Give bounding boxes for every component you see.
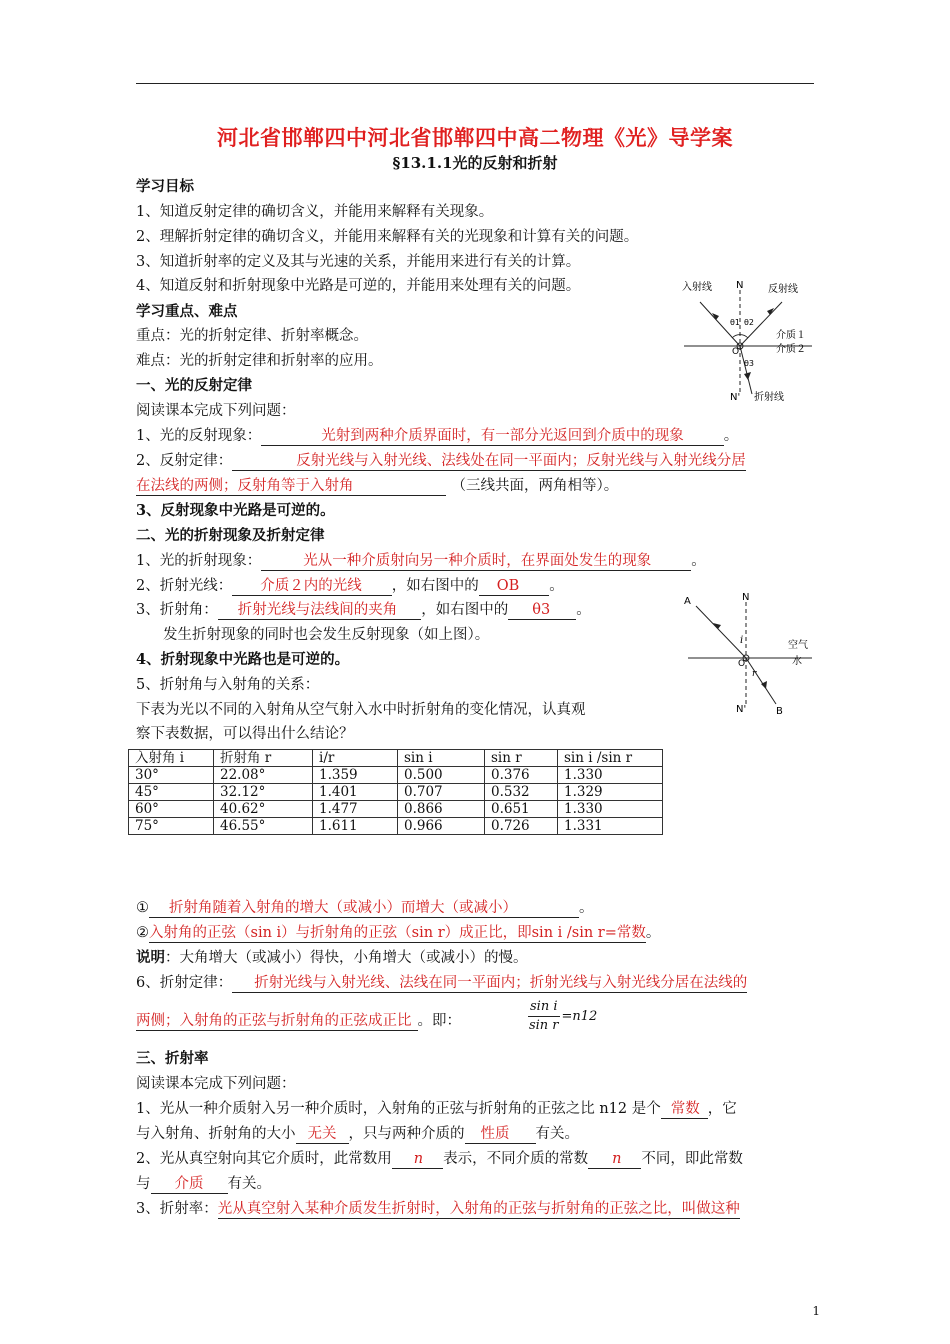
answer-blank <box>136 478 446 496</box>
table-cell: 1.401 <box>313 784 398 801</box>
answer-blank <box>218 602 422 620</box>
table-cell: 0.500 <box>398 767 485 784</box>
table-cell: 1.329 <box>558 784 663 801</box>
normal-bottom-label: N' <box>730 392 741 403</box>
text: ，它 <box>707 1101 737 1117</box>
table-cell: 22.08° <box>214 767 313 784</box>
answer-text: 性质 <box>480 1126 510 1142</box>
table-cell: 1.330 <box>558 767 663 784</box>
answer-text: 折射光线与法线间的夹角 <box>237 602 398 618</box>
table-cell: 0.707 <box>398 784 485 801</box>
reflection-refraction-diagram <box>672 276 822 406</box>
normal-bottom-label: N' <box>736 704 747 715</box>
table-row <box>129 818 663 835</box>
answer-blank <box>149 900 579 918</box>
focus-key: 重点：光的折射定律、折射率概念。 <box>136 328 368 344</box>
reflection-phenomenon <box>136 426 738 446</box>
punctuation: 。 <box>549 578 564 594</box>
formula-rhs: =n12 <box>561 1009 598 1024</box>
refracted-ray <box>136 576 564 596</box>
answer-blank <box>232 578 392 596</box>
medium2-label: 介质２ <box>776 344 806 355</box>
index-question-1 <box>136 1099 737 1119</box>
table-cell: 75° <box>129 818 214 835</box>
point-a-label: A <box>684 596 691 607</box>
refraction-note: 发生折射现象的同时也会发生反射现象（如上图）。 <box>163 627 490 643</box>
conclusion-label: ② <box>136 925 149 941</box>
reflection-reversible: 3、反射现象中光路是可逆的。 <box>136 502 335 519</box>
table-cell: 0.726 <box>485 818 558 835</box>
text: 有关。 <box>535 1126 579 1142</box>
table-header: sin i <box>398 750 485 767</box>
answer-text: 入射角的正弦（sin i）与折射角的正弦（sin r）成正比，即sin i /sin r=常数 <box>149 925 646 941</box>
question-label: 1、光的反射现象： <box>136 428 262 444</box>
table-cell: 60° <box>129 801 214 818</box>
answer-text: 折射角随着入射角的增大（或减小）而增大（或减小） <box>169 900 517 916</box>
text: 表示，不同介质的常数 <box>443 1151 589 1167</box>
table-cell: 1.611 <box>313 818 398 835</box>
table-cell: 32.12° <box>214 784 313 801</box>
section3-heading: 三、折射率 <box>136 1050 209 1067</box>
table-header: 入射角 i <box>129 750 214 767</box>
table-cell: 1.330 <box>558 801 663 818</box>
answer-blank <box>261 553 691 571</box>
answer-blank <box>218 1201 740 1219</box>
answer-blank <box>392 1151 443 1169</box>
table-row <box>129 784 663 801</box>
refracted-label: 折射线 <box>754 392 784 403</box>
table-cell: 1.359 <box>313 767 398 784</box>
text: ，如右图中的 <box>421 602 509 618</box>
water-label: 水 <box>792 656 802 667</box>
answer-blank <box>465 1126 536 1144</box>
air-label: 空气 <box>788 640 808 651</box>
answer-text: 常数 <box>670 1101 700 1117</box>
answer-blank <box>508 602 576 620</box>
answer-blank <box>479 578 550 596</box>
table-cell: 0.866 <box>398 801 485 818</box>
index-question-2 <box>136 1149 743 1169</box>
air-water-diagram <box>680 588 820 718</box>
origin-label: O <box>738 659 746 669</box>
punctuation: 。 <box>576 602 591 618</box>
angle-r-label: r <box>752 669 757 679</box>
section1-heading: 一、光的反射定律 <box>136 377 252 394</box>
table-cell: 0.966 <box>398 818 485 835</box>
reflection-law <box>136 451 746 471</box>
answer-text: OB <box>496 578 520 594</box>
normal-top-label: N <box>742 592 750 603</box>
answer-blank <box>588 1151 641 1169</box>
refraction-reversible: 4、折射现象中光路也是可逆的。 <box>136 651 350 668</box>
refraction-formula <box>528 998 597 1035</box>
answer-text: 介质 <box>174 1176 204 1192</box>
answer-blank <box>296 1126 349 1144</box>
table-cell: 46.55° <box>214 818 313 835</box>
table-cell: 0.532 <box>485 784 558 801</box>
focus-heading: 学习重点、难点 <box>136 303 238 320</box>
table-intro-2: 察下表数据，可以得出什么结论？ <box>136 726 354 742</box>
table-cell: 0.376 <box>485 767 558 784</box>
answer-text: θ3 <box>532 602 551 618</box>
question-label: 2、折射光线： <box>136 578 233 594</box>
table-cell: 45° <box>129 784 214 801</box>
table-header: 折射角 r <box>214 750 313 767</box>
page-title: 河北省邯郸四中河北省邯郸四中高二物理《光》导学案 <box>217 125 733 150</box>
answer-text: 无关 <box>307 1126 337 1142</box>
answer-blank <box>261 428 724 446</box>
answer-blank <box>232 975 747 993</box>
conclusion-label: ① <box>136 900 149 916</box>
table-intro-1: 下表为光以不同的入射角从空气射入水中时折射角的变化情况，认真观 <box>136 702 586 718</box>
text: 2、光从真空射向其它介质时，此常数用 <box>136 1151 392 1167</box>
question-label: 2、反射定律： <box>136 453 233 469</box>
explanation-label: 说明 <box>136 949 165 966</box>
table-row <box>129 801 663 818</box>
objective-3: 3、知道折射率的定义及其与光速的关系，并能用来进行有关的计算。 <box>136 254 581 270</box>
objective-1: 1、知道反射定律的确切含义，并能用来解释有关现象。 <box>136 204 494 220</box>
table-header-row <box>129 750 663 767</box>
angle-i-label: i <box>740 635 744 646</box>
refracted-ray <box>740 346 752 394</box>
section1-intro: 阅读课本完成下列问题： <box>136 403 296 419</box>
index-definition <box>136 1199 740 1219</box>
table-cell: 0.651 <box>485 801 558 818</box>
answer-blank <box>232 453 746 471</box>
section3-intro: 阅读课本完成下列问题： <box>136 1076 296 1092</box>
explanation <box>136 948 528 968</box>
origin-label: O <box>732 347 740 357</box>
answer-blank <box>661 1101 708 1119</box>
header-rule <box>136 83 814 84</box>
point-b-label: B <box>776 706 783 717</box>
answer-text: 折射光线与入射光线、法线在同一平面内；折射光线与入射光线分居在法线的 <box>254 975 748 991</box>
text: 与 <box>136 1176 151 1192</box>
page-number: 1 <box>812 1304 820 1318</box>
index-question-1-cont <box>136 1124 579 1144</box>
answer-text: n <box>413 1151 424 1167</box>
refraction-data-table <box>128 749 663 835</box>
formula-denominator: sin r <box>528 1018 559 1033</box>
table-header: i/r <box>313 750 398 767</box>
question-label: 1、光的折射现象： <box>136 553 262 569</box>
answer-text: 光射到两种介质界面时，有一部分光返回到介质中的现象 <box>321 428 684 444</box>
focus-difficulty: 难点：光的折射定律和折射率的应用。 <box>136 353 383 369</box>
medium1-label: 介质１ <box>776 330 806 341</box>
theta2-label: θ2 <box>744 318 754 327</box>
theta1-label: θ1 <box>730 318 740 327</box>
answer-text: 光从真空射入某种介质发生折射时，入射角的正弦与折射角的正弦之比，叫做这种 <box>217 1201 740 1217</box>
law-note: （三线共面，两角相等）。 <box>451 478 619 494</box>
question-label: 3、折射率： <box>136 1201 218 1217</box>
question-label: 3、折射角： <box>136 602 218 618</box>
table-cell: 1.331 <box>558 818 663 835</box>
reflection-law-cont <box>136 476 618 496</box>
section2-heading: 二、光的折射现象及折射定律 <box>136 527 325 544</box>
text: ，只与两种介质的 <box>348 1126 465 1142</box>
table-cell: 1.477 <box>313 801 398 818</box>
answer-blank <box>136 1013 418 1031</box>
objective-4: 4、知道反射和折射现象中光路是可逆的，并能用来处理有关的问题。 <box>136 278 581 294</box>
answer-text: 反射光线与入射光线、法线处在同一平面内；反射光线与入射光线分居 <box>296 453 746 469</box>
formula-numerator: sin i <box>528 998 560 1017</box>
table-row <box>129 767 663 784</box>
refracted-ray <box>746 658 776 704</box>
objective-2: 2、理解折射定律的确切含义，并能用来解释有关的光现象和计算有关的问题。 <box>136 229 639 245</box>
text: 不同，即此常数 <box>641 1151 743 1167</box>
normal-top-label: N <box>736 280 744 291</box>
refraction-phenomenon <box>136 551 706 571</box>
answer-text: 介质２内的光线 <box>260 578 362 594</box>
refraction-angle <box>136 600 591 620</box>
text: 1、光从一种介质射入另一种介质时，入射角的正弦与折射角的正弦之比 n12 是个 <box>136 1101 661 1117</box>
index-question-2-cont <box>136 1174 271 1194</box>
punctuation: 。 <box>579 900 594 916</box>
conclusion-2 <box>136 923 660 943</box>
text: 有关。 <box>227 1176 271 1192</box>
answer-text: 在法线的两侧；反射角等于入射角 <box>136 478 354 494</box>
text: 与入射角、折射角的大小 <box>136 1126 296 1142</box>
theta3-label: θ3 <box>744 359 754 368</box>
section-subtitle: §13.1.1光的反射和折射 <box>392 154 558 172</box>
refraction-law <box>136 973 747 993</box>
answer-text: 两侧；入射角的正弦与折射角的正弦成正比 <box>136 1013 412 1029</box>
answer-blank <box>149 925 646 943</box>
conclusion-1 <box>136 898 594 918</box>
punctuation: 。 <box>645 925 661 941</box>
text: 。即： <box>417 1013 461 1029</box>
punctuation: 。 <box>723 428 739 444</box>
text: ，如右图中的 <box>391 578 479 594</box>
table-cell: 40.62° <box>214 801 313 818</box>
table-header: sin i /sin r <box>558 750 663 767</box>
answer-blank <box>151 1176 228 1194</box>
answer-text: 光从一种介质射向另一种介质时，在界面处发生的现象 <box>303 553 652 569</box>
table-cell: 30° <box>129 767 214 784</box>
incident-ray <box>696 606 746 658</box>
answer-text: n <box>612 1151 622 1167</box>
refraction-law-cont <box>136 1011 461 1031</box>
incident-label: 入射线 <box>682 282 712 293</box>
explanation-text: ：大角增大（或减小）得快，小角增大（或减小）的慢。 <box>165 950 528 966</box>
table-header: sin r <box>485 750 558 767</box>
reflected-label: 反射线 <box>768 284 798 295</box>
refracted-arrow <box>744 372 751 380</box>
formula-fraction <box>528 998 560 1035</box>
punctuation: 。 <box>691 553 706 569</box>
angle-relation: 5、折射角与入射角的关系： <box>136 677 320 693</box>
question-label: 6、折射定律： <box>136 975 233 991</box>
objectives-heading: 学习目标 <box>136 178 194 195</box>
